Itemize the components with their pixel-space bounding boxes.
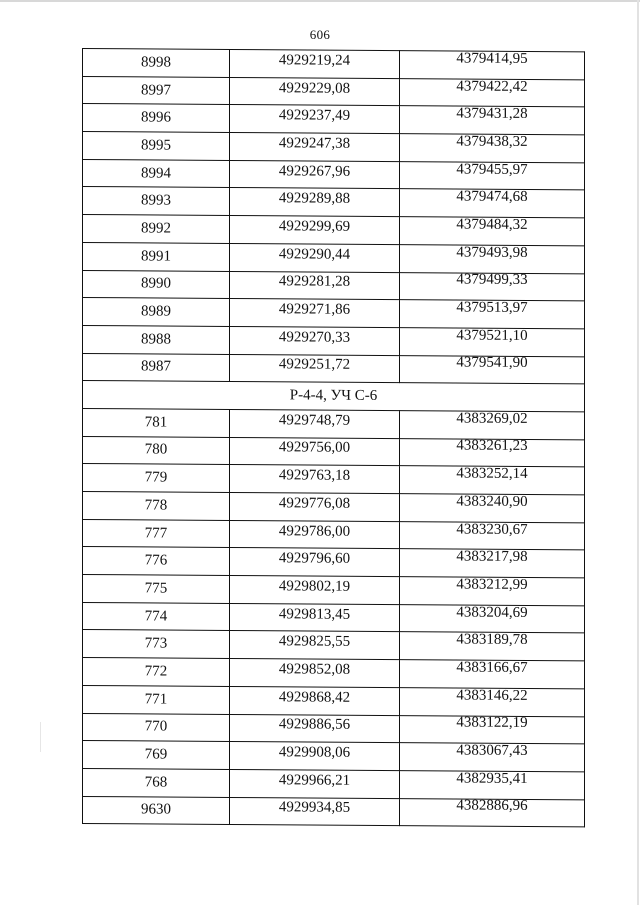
cell-text: 4383217,98 (456, 548, 528, 566)
cell-text: 4929281,28 (278, 273, 351, 291)
y-coordinate-cell (400, 743, 585, 772)
y-coordinate-cell (400, 494, 585, 523)
cell-text: 8993 (141, 192, 171, 209)
point-number-cell (83, 602, 230, 631)
point-number-cell (83, 104, 230, 133)
cell-text: 4379474,68 (456, 188, 528, 206)
y-coordinate-cell (400, 134, 585, 163)
x-coordinate-cell (230, 465, 400, 494)
table-row (83, 575, 585, 606)
y-coordinate-cell (400, 411, 585, 440)
cell-text: 4929802,19 (278, 578, 351, 595)
cell-text: 4929229,08 (278, 79, 351, 97)
cell-text: 8992 (141, 220, 171, 237)
cell-text: 4929251,72 (278, 356, 351, 374)
page-number: 606 (309, 27, 331, 42)
cell-text: 4383122,19 (456, 714, 528, 732)
table-row (83, 298, 585, 329)
point-number-cell (83, 630, 230, 659)
cell-text: 774 (144, 608, 168, 625)
y-coordinate-cell (400, 632, 585, 661)
point-number-cell (83, 325, 230, 354)
point-number-cell (83, 159, 230, 188)
x-coordinate-cell (230, 686, 400, 715)
cell-text: 4383252,14 (456, 465, 528, 483)
cell-text: 4379422,42 (456, 78, 528, 95)
y-coordinate-cell (400, 798, 585, 827)
cell-text: 8997 (141, 81, 171, 99)
y-coordinate-cell (400, 189, 585, 218)
scan-edge-right (637, 0, 639, 905)
point-number-cell (83, 49, 230, 78)
table-row (83, 741, 585, 772)
scan-edge-top (0, 0, 640, 2)
cell-text: 8994 (141, 164, 171, 182)
cell-text: 4929290,44 (278, 245, 351, 263)
cell-text: 4929237,49 (278, 107, 351, 124)
table-row (83, 76, 585, 107)
point-number-cell (83, 436, 230, 465)
point-number-cell (83, 713, 230, 742)
cell-text: 4383212,99 (456, 576, 528, 593)
cell-text: 8989 (141, 303, 171, 320)
cell-text: 4929868,42 (278, 688, 351, 706)
x-coordinate-cell (230, 299, 400, 328)
y-coordinate-cell (400, 687, 585, 716)
y-coordinate-cell (400, 106, 585, 135)
cell-text: 780 (144, 441, 168, 459)
cell-text: 776 (144, 552, 168, 569)
cell-text: 4929299,69 (278, 218, 351, 235)
table-row (83, 215, 585, 246)
cell-text: 4929776,08 (278, 495, 351, 512)
cell-text: 8987 (141, 358, 171, 375)
cell-text: 4929271,86 (278, 301, 351, 318)
cell-text: 4929289,88 (278, 190, 351, 208)
cell-text: 4929852,08 (278, 661, 351, 678)
cell-text: 769 (144, 746, 168, 763)
section-title: Р-4-4, УЧ С-6 (83, 381, 585, 412)
cell-text: 4929219,24 (278, 52, 351, 69)
table-row (83, 547, 585, 578)
x-coordinate-cell (230, 188, 400, 217)
cell-text: 8995 (141, 137, 171, 154)
cell-text: 770 (144, 718, 168, 735)
y-coordinate-cell (400, 521, 585, 550)
cell-text: 4929270,33 (278, 329, 351, 346)
cell-text: 4379455,97 (456, 161, 528, 178)
x-coordinate-cell (230, 742, 400, 771)
cell-text: 771 (144, 691, 168, 708)
table-row (83, 242, 585, 273)
cell-text: 8998 (141, 54, 171, 71)
cell-text: 4379484,32 (456, 216, 528, 233)
table-row (83, 187, 585, 218)
cell-text: 4383261,23 (456, 437, 528, 455)
cell-text: 4379431,28 (456, 105, 528, 123)
cell-text: 4929756,00 (278, 439, 351, 457)
x-coordinate-cell (230, 576, 400, 605)
cell-text: 4929247,38 (278, 135, 351, 152)
cell-text: 4383240,90 (456, 493, 528, 510)
cell-text: 4929786,00 (278, 522, 351, 540)
x-coordinate-cell (230, 216, 400, 245)
cell-text: 4379541,90 (456, 354, 528, 372)
table-row (83, 353, 585, 384)
cell-text: 4379513,97 (456, 299, 528, 316)
table-row (83, 132, 585, 163)
cell-text: 4383269,02 (456, 410, 528, 427)
point-number-cell (83, 547, 230, 576)
x-coordinate-cell (230, 49, 400, 78)
cell-text: 4383204,69 (456, 604, 528, 621)
x-coordinate-cell (230, 714, 400, 743)
cell-text: 4383067,43 (456, 742, 528, 759)
y-coordinate-cell (400, 604, 585, 633)
cell-text: 4379414,95 (456, 50, 528, 67)
cell-text: 8991 (141, 248, 171, 265)
cell-text: 772 (144, 663, 168, 680)
x-coordinate-cell (230, 77, 400, 106)
x-coordinate-cell (230, 354, 400, 383)
cell-text: 4929886,56 (278, 716, 351, 734)
point-number-cell (83, 76, 230, 105)
table-row (83, 270, 585, 301)
cell-text: 4929825,55 (278, 633, 351, 651)
cell-text: 4929763,18 (278, 467, 351, 484)
x-coordinate-cell (230, 437, 400, 466)
y-coordinate-cell (400, 438, 585, 467)
table-row (83, 519, 585, 550)
table-row (83, 49, 585, 80)
y-coordinate-cell (400, 272, 585, 301)
point-number-cell (83, 187, 230, 216)
table-row (83, 159, 585, 190)
cell-text: 781 (144, 414, 168, 431)
cell-text: 4929796,60 (278, 550, 351, 567)
table-row (83, 436, 585, 467)
cell-text: 4383166,67 (456, 659, 528, 676)
table-row (83, 796, 585, 827)
coordinates-table (82, 48, 585, 828)
y-coordinate-cell (400, 300, 585, 329)
cell-text: 4379521,10 (456, 327, 528, 344)
point-number-cell (83, 492, 230, 521)
y-coordinate-cell (400, 660, 585, 689)
y-coordinate-cell (400, 577, 585, 606)
cell-text: 4383189,78 (456, 631, 528, 649)
x-coordinate-cell (230, 409, 400, 438)
cell-text: 9630 (141, 801, 171, 818)
point-number-cell (83, 242, 230, 271)
y-coordinate-cell (400, 51, 585, 80)
cell-text: 4929813,45 (278, 605, 351, 623)
y-coordinate-cell (400, 327, 585, 356)
point-number-cell (83, 741, 230, 770)
x-coordinate-cell (230, 492, 400, 521)
section-header-row (83, 381, 585, 412)
point-number-cell (83, 658, 230, 687)
point-number-cell (83, 132, 230, 161)
y-coordinate-cell (400, 549, 585, 578)
table-row (83, 104, 585, 135)
point-number-cell (83, 464, 230, 493)
y-coordinate-cell (400, 466, 585, 495)
x-coordinate-cell (230, 631, 400, 660)
table-row (83, 464, 585, 495)
x-coordinate-cell (230, 105, 400, 134)
table-row (83, 408, 585, 439)
cell-text: 8996 (141, 109, 171, 126)
cell-text: 4929267,96 (278, 162, 351, 180)
cell-text: 4382886,96 (456, 797, 528, 815)
y-coordinate-cell (400, 770, 585, 799)
point-number-cell (83, 270, 230, 299)
cell-text: 4929748,79 (278, 412, 351, 429)
cell-text: 4379499,33 (456, 271, 528, 289)
x-coordinate-cell (230, 769, 400, 798)
cell-text: 8988 (141, 331, 171, 348)
y-coordinate-cell (400, 78, 585, 107)
y-coordinate-cell (400, 715, 585, 744)
table-row (83, 602, 585, 633)
y-coordinate-cell (400, 244, 585, 273)
x-coordinate-cell (230, 243, 400, 272)
point-number-cell (83, 519, 230, 548)
table-row (83, 685, 585, 716)
x-coordinate-cell (230, 659, 400, 688)
cell-text: 777 (144, 524, 168, 542)
point-number-cell (83, 685, 230, 714)
point-number-cell (83, 768, 230, 797)
point-number-cell (83, 215, 230, 244)
point-number-cell (83, 298, 230, 327)
cell-text: 4929934,85 (278, 799, 351, 817)
cell-text: 779 (144, 469, 168, 486)
point-number-cell (83, 353, 230, 382)
x-coordinate-cell (230, 548, 400, 577)
y-coordinate-cell (400, 161, 585, 190)
table-row (83, 492, 585, 523)
cell-text: 4929908,06 (278, 744, 351, 761)
x-coordinate-cell (230, 326, 400, 355)
cell-text: 768 (144, 774, 168, 791)
table-row (83, 658, 585, 689)
cell-text: 8990 (141, 275, 171, 292)
table-row (83, 630, 585, 661)
x-coordinate-cell (230, 160, 400, 189)
cell-text: 775 (144, 580, 168, 597)
table-row (83, 713, 585, 744)
cell-text: 4379493,98 (456, 244, 528, 261)
point-number-cell (83, 408, 230, 437)
cell-text: 4383146,22 (456, 687, 528, 704)
table-row (83, 325, 585, 356)
cell-text: 4383230,67 (456, 521, 528, 538)
x-coordinate-cell (230, 520, 400, 549)
y-coordinate-cell (400, 217, 585, 246)
point-number-cell (83, 575, 230, 604)
cell-text: 4929966,21 (278, 772, 351, 789)
x-coordinate-cell (230, 797, 400, 826)
x-coordinate-cell (230, 133, 400, 162)
point-number-cell (83, 796, 230, 825)
x-coordinate-cell (230, 271, 400, 300)
cell-text: 773 (144, 635, 168, 652)
cell-text: 4382935,41 (456, 770, 528, 787)
y-coordinate-cell (400, 355, 585, 384)
scan-mark (40, 722, 41, 752)
cell-text: 4379438,32 (456, 133, 528, 150)
table-row (83, 768, 585, 799)
x-coordinate-cell (230, 603, 400, 632)
cell-text: 778 (144, 497, 168, 514)
